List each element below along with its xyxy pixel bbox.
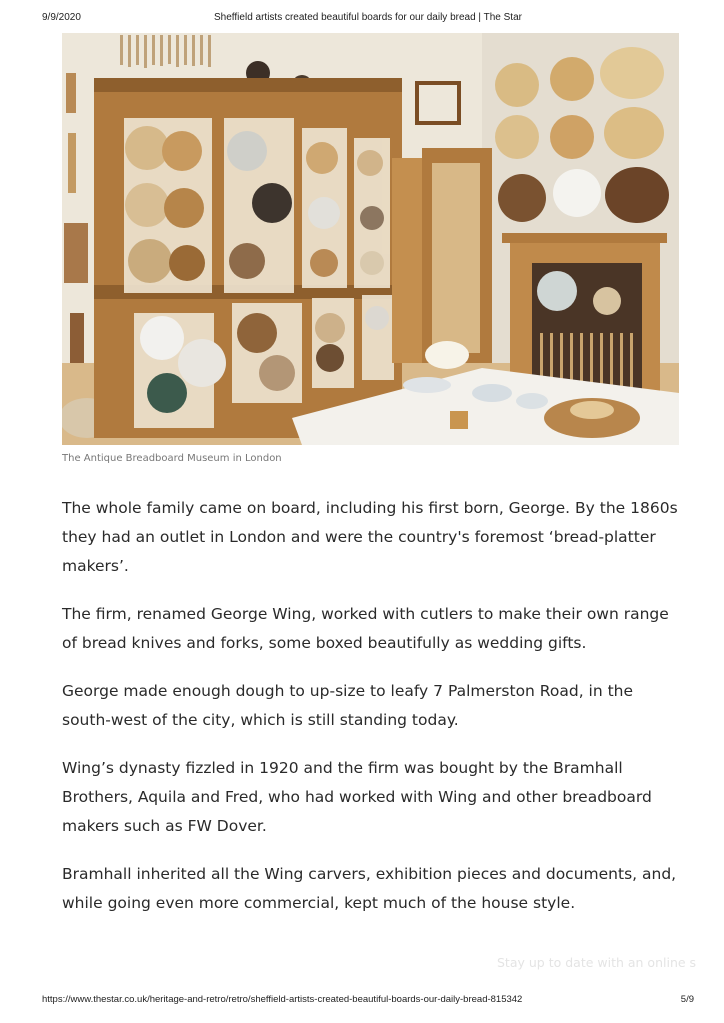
article-paragraph: The firm, renamed George Wing, worked with cutlers to make their own range of bread knives and forks, some boxed beautifully as wedding gifts. [62,605,669,652]
article-body [62,494,682,937]
print-header [42,12,694,26]
article-paragraph: George made enough dough to up-size to leafy 7 Palmerston Road, in the south-west of the city, which is still standing today. [62,682,634,729]
newsletter-banner[interactable]: Stay up to date with an online s [497,955,697,970]
article-paragraph: Wing’s dynasty fizzled in 1920 and the firm was bought by the Bramhall Brothers, Aquila and Fred, who had worked with Wing and other breadboard makers such as FW Dover. [62,759,652,835]
print-footer [42,994,694,1008]
article-paragraph: Bramhall inherited all the Wing carvers, exhibition pieces and documents, and, while going even more commercial, kept much of the house style. [62,865,677,912]
print-page-number: 5/9 [680,994,694,1005]
print-date: 9/9/2020 [42,12,81,23]
print-page-title: Sheffield artists created beautiful boards for our daily bread | The Star [214,12,522,23]
museum-photo [62,33,679,445]
print-url: https://www.thestar.co.uk/heritage-and-retro/retro/sheffield-artists-created-beautiful-boards-our-daily-bread-815342 [42,994,523,1005]
breadboard-museum-illustration [62,33,679,445]
photo-caption: The Antique Breadboard Museum in London [62,453,282,464]
article-paragraph: The whole family came on board, including his first born, George. By the 1860s they had an outlet in London and were the country's foremost ‘bread-platter makers’. [62,499,678,575]
